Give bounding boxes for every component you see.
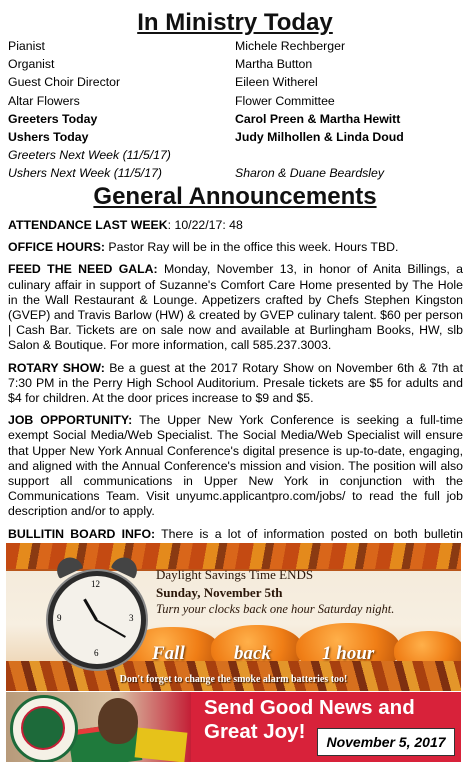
alarm-clock-icon bbox=[48, 571, 146, 669]
announcement-label: FEED THE NEED GALA: bbox=[8, 262, 158, 277]
ministry-role: Guest Choir Director bbox=[8, 75, 121, 90]
clock-numeral: 9 bbox=[57, 613, 62, 623]
announcement-text: The Upper New York Conference is seeking a full-time exempt Social Media/Web Specialist. The Social Media/Web Specialist will ensure that Upper New York Annual Conference's digital presence is up-to-date, engaging, and aligned with the Annual Conference's mission and vision. The position will also support all communications in Upper New York in conjunction with the Communications Team. Visit unyumc.applicantpro.com/jobs/ to read the full job description and/or to apply. bbox=[8, 413, 464, 519]
ministry-name: Sharon & Duane Beardsley bbox=[235, 166, 385, 181]
ministry-name: Eileen Witherel bbox=[235, 75, 318, 90]
clock-numeral: 12 bbox=[91, 579, 100, 589]
ministry-heading: In Ministry Today bbox=[137, 9, 333, 36]
announcement-item bbox=[8, 218, 463, 233]
child-with-shoebox-photo bbox=[6, 692, 191, 762]
ministry-row bbox=[8, 164, 463, 182]
ministry-role: Greeters Next Week (11/5/17) bbox=[8, 148, 171, 163]
announcement-label: JOB OPPORTUNITY: bbox=[8, 413, 133, 428]
clock-minute-hand bbox=[96, 619, 126, 638]
dst-line-1: Daylight Savings Time ENDS bbox=[156, 567, 314, 582]
occ-headline: Send Good News and Great Joy! bbox=[204, 696, 415, 743]
ministry-role: Altar Flowers bbox=[8, 93, 80, 108]
ministry-name: Martha Button bbox=[235, 57, 313, 72]
clock-numeral: 3 bbox=[129, 613, 134, 623]
christmas-child-banner bbox=[6, 692, 461, 762]
ministry-table bbox=[8, 37, 463, 183]
clock-numeral: 6 bbox=[94, 648, 99, 658]
ministry-role: Organist bbox=[8, 57, 55, 72]
announcements-list bbox=[8, 218, 463, 564]
ministry-row bbox=[8, 73, 463, 91]
announcement-text: There is a lot of information posted on both bulletin bbox=[161, 526, 463, 541]
announcement-label: BULLITIN BOARD INFO: bbox=[8, 526, 156, 541]
fall-back-word: Fall bbox=[152, 643, 185, 664]
announcements-heading: General Announcements bbox=[93, 183, 377, 210]
clock-hour-hand bbox=[83, 598, 98, 620]
ministry-role: Ushers Next Week (11/5/17) bbox=[8, 166, 162, 181]
ministry-row bbox=[8, 110, 463, 128]
fall-back-word: 1 hour bbox=[322, 643, 375, 664]
ministry-name: Judy Milhollen & Linda Doud bbox=[235, 129, 404, 144]
ministry-row bbox=[8, 92, 463, 110]
announcement-text: : 10/22/17: 48 bbox=[167, 218, 243, 232]
ministry-row bbox=[8, 55, 463, 73]
daylight-savings-banner bbox=[6, 543, 461, 691]
samaritans-purse-logo bbox=[10, 695, 78, 762]
announcement-label: OFFICE HOURS: bbox=[8, 240, 106, 255]
smoke-alarm-reminder: Don't forget to change the smoke alarm batteries too! bbox=[119, 674, 348, 685]
bulletin-date: November 5, 2017 bbox=[317, 728, 455, 756]
fall-back-word: back bbox=[234, 643, 271, 664]
ministry-name: Michele Rechberger bbox=[235, 39, 346, 53]
announcement-item bbox=[8, 262, 463, 353]
ministry-row bbox=[8, 146, 463, 164]
announcement-item bbox=[8, 240, 463, 255]
child-figure bbox=[98, 698, 138, 744]
ministry-row bbox=[8, 128, 463, 146]
gift-shoebox bbox=[135, 727, 188, 762]
announcement-item bbox=[8, 361, 463, 407]
announcement-text: Monday, November 13, in honor of Anita Billings, a culinary affair in support of Suzanne's Comfort Care Home presented by The Hole in the Wall Restaurant & Lounge. Appetizers crafted by Chefs Stephen Kingston (GVEP) and Travis Barlow (HW) & created by GVEP culinary talent. $60 per person | Cash Bar. Tickets are on sale now and available at Burlingham Books, HW, slb Salon & Boutique. For more information, call 585.237.3003. bbox=[8, 262, 463, 353]
ministry-name: Carol Preen & Martha Hewitt bbox=[235, 111, 401, 126]
announcement-label: ROTARY SHOW: bbox=[8, 360, 105, 375]
ministry-name: Flower Committee bbox=[235, 93, 335, 108]
ministry-role: Pianist bbox=[8, 39, 45, 53]
announcement-text: Pastor Ray will be in the office this week. Hours TBD. bbox=[105, 240, 399, 255]
announcement-item bbox=[8, 413, 463, 519]
ministry-role: Greeters Today bbox=[8, 111, 98, 126]
ministry-row bbox=[8, 37, 463, 55]
ministry-role: Ushers Today bbox=[8, 129, 89, 144]
logo-ring bbox=[21, 706, 65, 750]
announcement-text: Be a guest at the 2017 Rotary Show on November 6th & 7th at 7:30 PM in the Perry High School Auditorium. Presale tickets are $5 for adults and $4 for children. At the door prices increase to $9 and $5. bbox=[8, 360, 463, 406]
dst-line-3: Turn your clocks back one hour Saturday night. bbox=[156, 602, 395, 616]
announcement-label: ATTENDANCE LAST WEEK bbox=[8, 218, 168, 232]
dst-line-2: Sunday, November 5th bbox=[156, 585, 283, 600]
